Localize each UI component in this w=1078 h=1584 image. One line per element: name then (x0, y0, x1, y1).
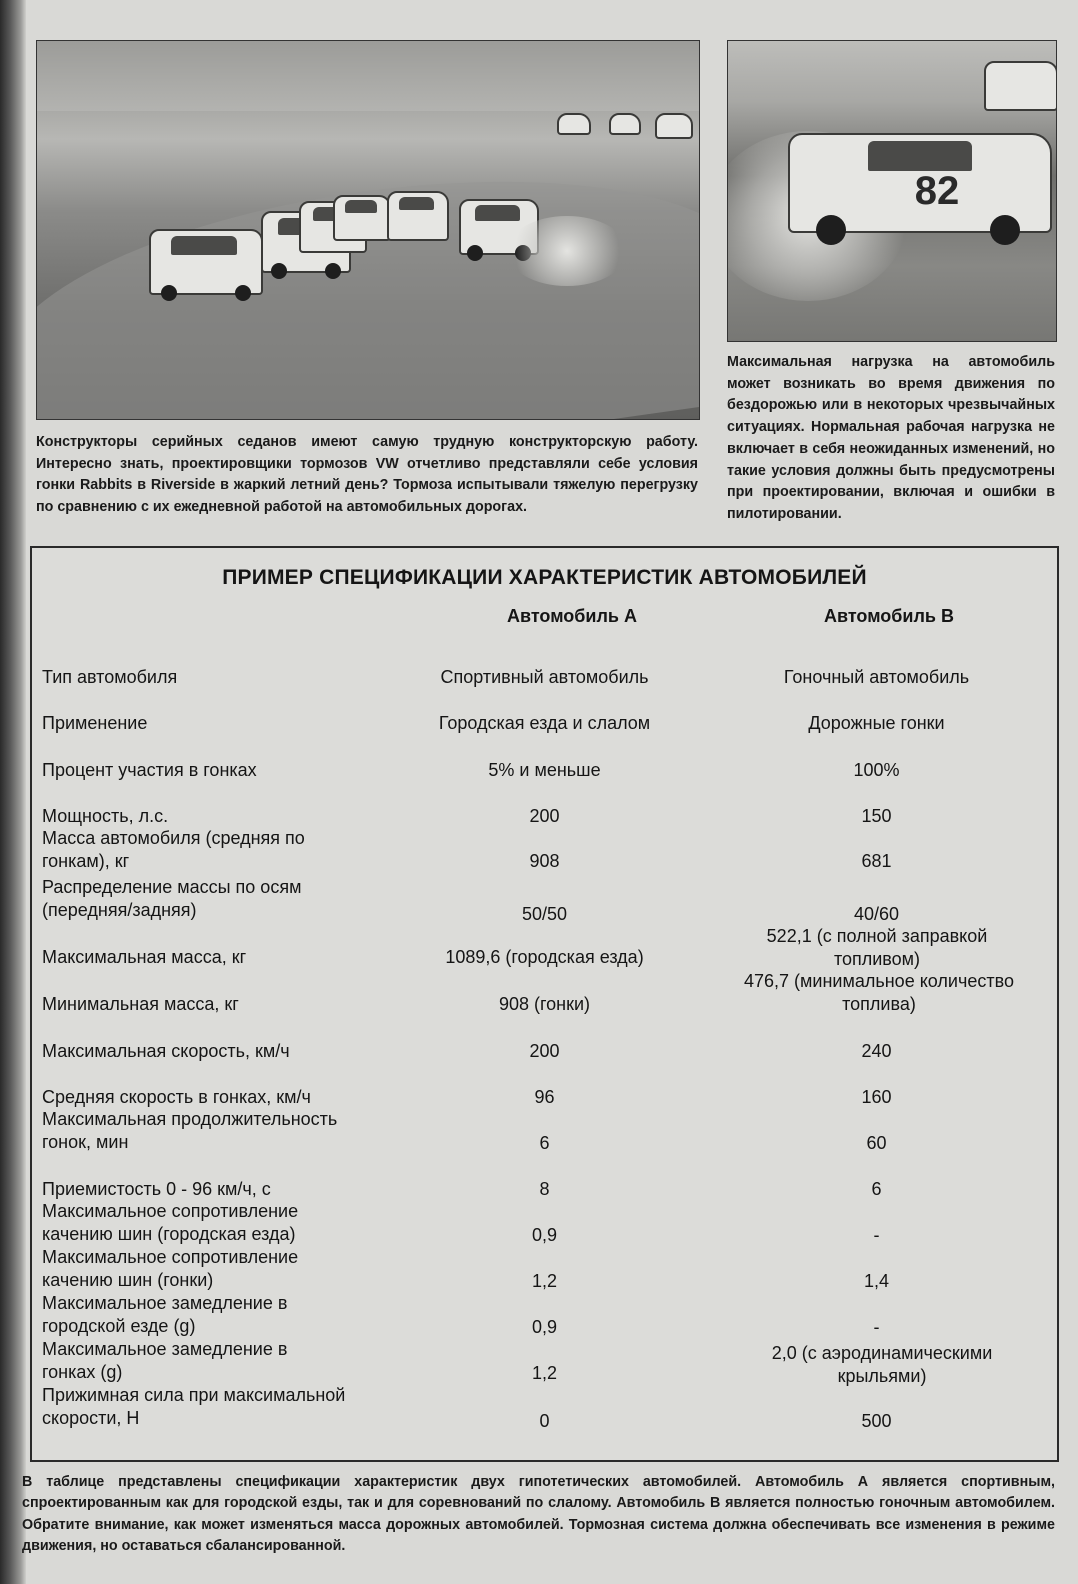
spec-table (30, 546, 1059, 1462)
row-label: Мощность, л.с. (42, 806, 169, 826)
row-label: Минимальная масса, кг (42, 994, 239, 1014)
race-car (655, 113, 693, 139)
row-value-b: Гоночный автомобиль (783, 667, 970, 687)
row-label: Масса автомобиля (средняя по гонкам), кг (42, 828, 305, 871)
row-value-a: 0 (539, 1411, 550, 1431)
row-value-a: 1089,6 (городская езда) (445, 947, 644, 967)
row-label: Тип автомобиля (42, 667, 178, 687)
row-label: Максимальное сопротивление качению шин (городская езда) (42, 1201, 299, 1244)
race-car (387, 191, 449, 241)
race-car (149, 229, 263, 295)
row-value-b: 40/60 (853, 904, 900, 924)
row-value-a: 6 (539, 1133, 550, 1153)
dust-cloud (507, 216, 627, 286)
row-value-b: 6 (871, 1179, 882, 1199)
row-label: Прижимная сила при максимальной скорости, Н (42, 1385, 346, 1428)
row-value-a: Городская езда и слалом (438, 713, 651, 733)
row-value-a: 0,9 (531, 1225, 558, 1245)
car-number: 82 (914, 169, 960, 213)
row-label: Максимальное замедление в городской езде (g) (42, 1293, 288, 1336)
row-label: Максимальная масса, кг (42, 947, 247, 967)
row-value-a: 8 (539, 1179, 550, 1199)
race-car (609, 113, 641, 135)
row-label: Приемистость 0 - 96 км/ч, с (42, 1179, 271, 1199)
race-car (333, 195, 391, 241)
row-value-a: 908 (529, 851, 560, 871)
row-label: Применение (42, 713, 148, 733)
row-value-a: 200 (529, 1041, 560, 1061)
row-value-a: 0,9 (531, 1317, 558, 1337)
race-car (984, 61, 1057, 111)
row-label: Средняя скорость в гонках, км/ч (42, 1087, 311, 1107)
col-header-b: Автомобиль В (824, 606, 954, 626)
row-value-b: Дорожные гонки (808, 713, 945, 733)
row-value-b: 2,0 (с аэродинамическими крыльями) (771, 1343, 993, 1386)
row-label: Распределение массы по осям (передняя/задняя) (42, 877, 302, 920)
row-label: Максимальное замедление в гонках (g) (42, 1339, 288, 1382)
row-value-b: - (873, 1225, 880, 1245)
table-caption: В таблице представлены спецификации характеристик двух гипотетических автомобилей. Автомобиль А является спортивным, спроектированным как для городской езды, так и для соревнований по слалому. Автомобиль В является полностью гоночным автомобилем. Обратите внимание, как может изменяться масса дорожных автомобилей. Тормозная система должна обеспечивать все изменения в режиме движения, но оставаться сбалансированной. (22, 1474, 1055, 1555)
row-value-a: 908 (гонки) (498, 994, 591, 1014)
row-value-b: 240 (861, 1041, 892, 1061)
row-label: Максимальное сопротивление качению шин (гонки) (42, 1247, 299, 1290)
col-header-a: Автомобиль А (507, 606, 637, 626)
row-value-b: 160 (861, 1087, 892, 1107)
row-value-a: 50/50 (521, 904, 568, 924)
row-label: Максимальная продолжительность гонок, мин (42, 1109, 338, 1152)
row-label: Процент участия в гонках (42, 760, 257, 780)
row-value-b: 60 (866, 1133, 887, 1153)
hillside (37, 41, 699, 111)
race-photo-left (36, 40, 700, 420)
left-photo-caption: Конструкторы серийных седанов имеют самую трудную конструкторскую работу. Интересно знать, проектировщики тормозов VW отчетливо представляли себе условия гонки Rabbits в Riverside в жаркий летний день? Тормоза испытывали тяжелую перегрузку по сравнению с их ежедневной работой на автомобильных дорогах. (36, 434, 698, 515)
row-value-b: 100% (853, 760, 900, 780)
row-value-b: 150 (861, 806, 892, 826)
row-value-a: 5% и меньше (488, 760, 601, 780)
page-spine (0, 0, 26, 1584)
row-value-a: Спортивный автомобиль (440, 667, 649, 687)
spec-table-title: ПРИМЕР СПЕЦИФИКАЦИИ ХАРАКТЕРИСТИК АВТОМОБИЛЕЙ (222, 566, 867, 589)
row-value-a: 1,2 (531, 1363, 558, 1383)
row-value-b: 1,4 (863, 1271, 890, 1291)
row-value-a: 1,2 (531, 1271, 558, 1291)
row-value-a: 96 (534, 1087, 555, 1107)
right-photo-caption: Максимальная нагрузка на автомобиль может возникать во время движения по бездорожью или в некоторых чрезвычайных ситуациях. Нормальная рабочая нагрузка не включает в себя неожиданных изменений, но такие условия должны быть предусмотрены при проектировании, включая и ошибки в пилотировании. (727, 354, 1055, 522)
row-value-a: 200 (529, 806, 560, 826)
row-value-b: 476,7 (минимальное количество топлива) (744, 971, 1014, 1014)
race-photo-right (727, 40, 1057, 342)
row-value-b: 500 (861, 1411, 892, 1431)
race-car (557, 113, 591, 135)
row-label: Максимальная скорость, км/ч (42, 1041, 290, 1061)
row-value-b: 681 (861, 851, 892, 871)
row-value-b: - (873, 1317, 880, 1337)
row-value-b: 522,1 (с полной заправкой топливом) (766, 926, 988, 969)
race-car (788, 133, 1052, 233)
